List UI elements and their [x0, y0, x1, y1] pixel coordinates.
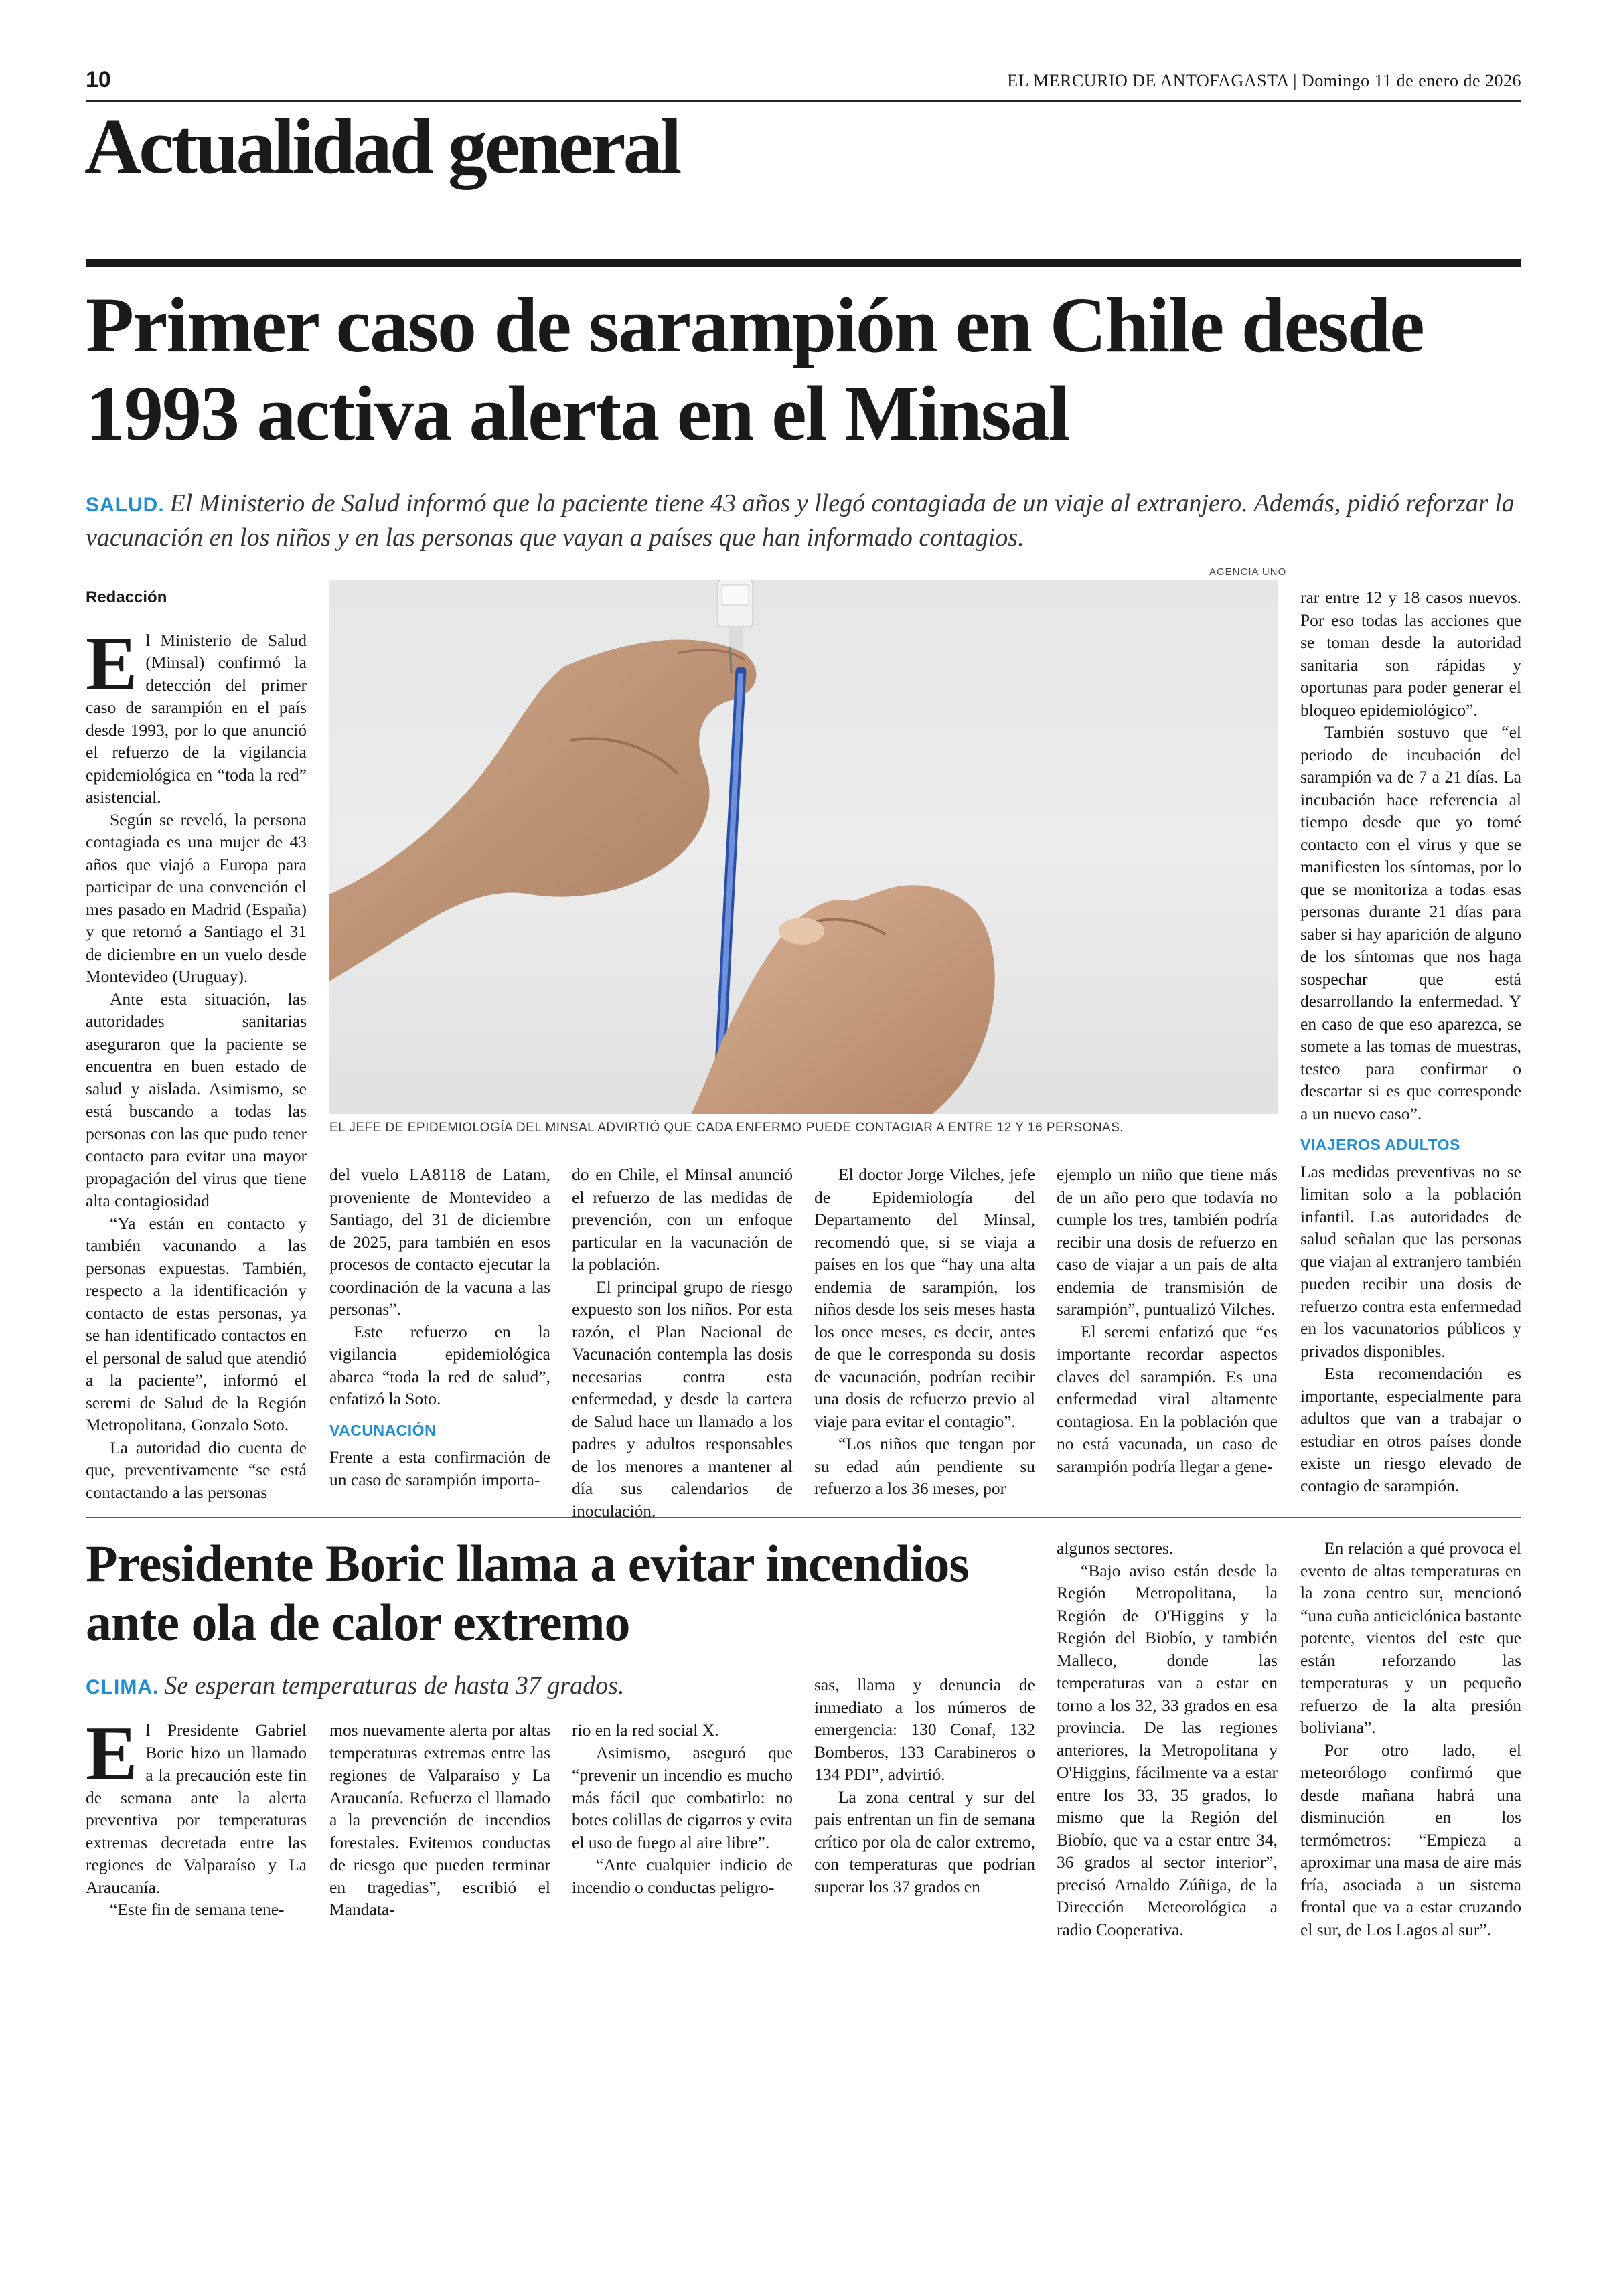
- paragraph: rio en la red social X.: [572, 1720, 719, 1740]
- article-2-column-1: [86, 1711, 307, 1921]
- article-2-headline: Presidente Boric llama a evitar incendios ante ola de calor extremo: [86, 1534, 969, 1651]
- paragraph: El principal grupo de riesgo expuesto son los niños. Por esta razón, el Plan Nacional de Vacunación contempla las dosis necesarias contra esta enfermedad, y desde la cartera de Salud hace un llamado a los padres y adultos responsables de los menores a mantener al día sus calendarios de inoculación.: [572, 1277, 793, 1521]
- article-1-column-3: [572, 1163, 793, 1522]
- article-1-column-2: [329, 1163, 550, 1491]
- paragraph: sas, llama y denuncia de inmediato a los números de emergencia: 130 Conaf, 132 Bomberos, 133 Carabineros o 134 PDI”, advirtió.: [814, 1675, 1035, 1784]
- paragraph: Por otro lado, el meteorólogo confirmó que desde mañana habrá una disminución en los termómetros: “Empieza a aproximar una masa de aire más fría, asociada a un sistema frontal que va a estar cruzando el sur, de Los Lagos al sur”.: [1300, 1740, 1521, 1939]
- article-2-column-5: [1057, 1537, 1278, 1941]
- article-1-photo: [329, 580, 1278, 1114]
- paragraph: También sostuvo que “el periodo de incubación del sarampión va de 7 a 21 días. La incubación hace referencia al tiempo desde que yo tomé contacto con el virus y que se manifiesten los síntomas, por lo que se monitoriza a todas esas personas durante 21 días para saber si hay aparición de alguno de los síntomas que nos haga sospechar que está desarrollando la enfermedad. Y en caso de que eso aparezca, se somete a las tomas de muestras, testeo para confirmar o descartar si es que corresponde a un nuevo caso”.: [1300, 722, 1521, 1123]
- section-title: Actualidad general: [84, 102, 680, 190]
- paragraph-text: l Presidente Gabriel Boric hizo un llamado a la precaución este fin de semana ante la alerta preventiva por temperaturas extremas decretada entre las regiones de Valparaíso y La Araucanía.: [86, 1720, 307, 1897]
- paragraph: La autoridad dio cuenta de que, preventivamente “se está contactando a las personas: [86, 1437, 307, 1502]
- paragraph: Este refuerzo en la vigilancia epidemiológica abarca “toda la red de salud”, enfatizó la Soto.: [329, 1321, 550, 1408]
- drop-cap: E: [86, 1711, 138, 1797]
- paragraph: “Ya están en contacto y también vacunando a las personas expuestas. También, respecto a la identificación y contacto de estas personas, ya se han identificado contactos en el personal de salud que atendió a la paciente”, informó el seremi de Salud de la Región Metropolitana, Gonzalo Soto.: [86, 1213, 307, 1434]
- paragraph: “Este fin de semana tene-: [110, 1900, 285, 1919]
- paragraph: [86, 621, 307, 809]
- section-rule: [86, 259, 1521, 267]
- article-2-column-6: [1300, 1537, 1521, 1941]
- subhead-viajeros-adultos: VIAJEROS ADULTOS: [1300, 1136, 1460, 1153]
- paragraph: La zona central y sur del país enfrentan un fin de semana crítico por ola de calor extremo, con temperaturas que podrían superar los 37 grados en: [814, 1787, 1035, 1896]
- masthead: EL MERCURIO DE ANTOFAGASTA | Domingo 11 de enero de 2026: [1007, 71, 1521, 90]
- paragraph: El seremi enfatizó que “es importante recordar aspectos claves del sarampión. Es una enfermedad viral altamente contagiosa. En la población que no está vacunada, un caso de sarampión podría llegar a gene-: [1057, 1321, 1278, 1476]
- paragraph: [86, 1711, 307, 1898]
- paragraph: En relación a qué provoca el evento de altas temperaturas en la zona centro sur, mencionó “una cuña anticiclónica bastante potente, vientos del este que están reforzando las temperaturas y un pequeño refuerzo de la alta presión boliviana”.: [1300, 1538, 1521, 1737]
- article-1-column-5: [1057, 1163, 1278, 1477]
- paragraph: “Bajo aviso están desde la Región Metropolitana, la Región de O'Higgins y la Región del Biobío, y también Malleco, donde las temperaturas van a estar en torno a los 32, 33 grados en esa provincia. De las regiones anteriores, la Metropolitana y O'Higgins, fácilmente va a estar entre los 33, 35 grados, lo mismo que la Región del Biobío, que va a estar entre 34, 36 grados al sector interior”, precisó Arnaldo Zúñiga, de la Dirección Meteorológica a radio Cooperativa.: [1057, 1560, 1278, 1939]
- paragraph: Las medidas preventivas no se limitan solo a la población infantil. Las autoridades de salud señalan que las personas que viajan al extranjero también pueden recibir una dosis de refuerzo contra esta enfermedad en los vacunatorios públicos y privados disponibles.: [1300, 1161, 1521, 1361]
- paragraph: Ante esta situación, las autoridades sanitarias aseguraron que la paciente se encuentra en buen estado de salud y aislada. Asimismo, se está buscando a todas las personas con las que pudo tener contacto para evitar una mayor propagación del virus que tiene alta contagiosidad: [86, 989, 307, 1210]
- article-2-column-2: [329, 1719, 550, 1921]
- paragraph-text: l Ministerio de Salud (Minsal) confirmó la detección del primer caso de sarampión en el país desde 1993, por lo que anunció el refuerzo de la vigilancia epidemiológica en “toda la red” asistencial.: [86, 630, 307, 807]
- article-1-column-1: [86, 586, 307, 1503]
- page-number: 10: [86, 67, 111, 92]
- photo-caption: EL JEFE DE EPIDEMIOLOGÍA DEL MINSAL ADVIRTIÓ QUE CADA ENFERMO PUEDE CONTAGIAR A ENTRE 12 Y 16 PERSONAS.: [329, 1121, 1124, 1135]
- article-1-column-6: [1300, 586, 1521, 1497]
- article-divider: [86, 1517, 1521, 1518]
- paragraph: Esta recomendación es importante, especialmente para adultos que van a trabajar o estudiar en otros países donde existe un riesgo elevado de contagio de sarampión.: [1300, 1364, 1521, 1495]
- article-1-lede: [86, 487, 1521, 554]
- paragraph: algunos sectores.: [1057, 1538, 1174, 1558]
- vaccine-syringe-photo: [329, 580, 1278, 1114]
- paragraph: rar entre 12 y 18 casos nuevos. Por eso todas las acciones que se toman desde la autoridad sanitaria son rápidas y oportunas para poder generar el bloqueo epidemiológico”.: [1300, 588, 1521, 720]
- article-1-lede-text: El Ministerio de Salud informó que la paciente tiene 43 años y llegó contagiada de un viaje al extranjero. Además, pidió reforzar la vacunación en los niños y en las personas que vayan a países que han informado contagios.: [86, 489, 1515, 552]
- article-2-column-3: [572, 1719, 793, 1898]
- top-rule: [86, 100, 1521, 102]
- paragraph: “Los niños que tengan por su edad aún pendiente su refuerzo a los 36 meses, por: [814, 1434, 1035, 1498]
- paragraph: do en Chile, el Minsal anunció el refuerzo de las medidas de prevención, con un enfoque particular en la vacunación de la población.: [572, 1165, 793, 1274]
- byline: Redacción: [86, 588, 167, 606]
- article-2-column-4: [814, 1673, 1035, 1898]
- article-1-kicker: SALUD.: [86, 494, 165, 516]
- paragraph: mos nuevamente alerta por altas temperaturas extremas entre las regiones de Valparaíso y La Araucanía. Refuerzo el llamado a la prevención de incendios forestales. Evitemos conductas de riesgo que pueden terminar en tragedias”, escribió el Mandata-: [329, 1720, 550, 1919]
- paragraph: del vuelo LA8118 de Latam, proveniente de Montevideo a Santiago, del 31 de diciembre de 2025, para también en esos procesos de contacto ejecutar la coordinación de la vacuna a las personas”.: [329, 1165, 550, 1319]
- article-2-lede-text: Se esperan temperaturas de hasta 37 grados.: [164, 1671, 625, 1700]
- article-1-column-4: [814, 1163, 1035, 1500]
- paragraph: El doctor Jorge Vilches, jefe de Epidemiología del Departamento del Minsal, recomendó que, si se viaja a países en los que “hay una alta endemia de sarampión, los niños desde los seis meses hasta los once meses, es decir, antes de que le corresponda su dosis de vacunación, podrían recibir una dosis de refuerzo previo al viaje para evitar el contagio”.: [814, 1165, 1035, 1431]
- photo-credit: AGENCIA UNO: [1209, 566, 1287, 578]
- article-2-kicker: CLIMA.: [86, 1676, 159, 1698]
- article-1-headline: Primer caso de sarampión en Chile desde 1993 activa alerta en el Minsal: [86, 281, 1424, 457]
- subhead-vacunacion: VACUNACIÓN: [329, 1421, 437, 1439]
- paragraph: Frente a esta confirmación de un caso de sarampión importa-: [329, 1447, 550, 1489]
- paragraph: “Ante cualquier indicio de incendio o conductas peligro-: [572, 1855, 793, 1897]
- paragraph: Asimismo, aseguró que “prevenir un incendio es mucho más fácil que combatirlo: no botes colillas de cigarros y evita el uso de fuego al aire libre”.: [572, 1742, 793, 1852]
- paragraph: ejemplo un niño que tiene más de un año pero que todavía no cumple los tres, también podría recibir una dosis de refuerzo en caso de viajar a un país de alta endemia de transmisión de sarampión”, puntualizó Vilches.: [1057, 1165, 1278, 1319]
- drop-cap: E: [86, 621, 138, 707]
- paragraph: Según se reveló, la persona contagiada es una mujer de 43 años que viajó a Europa para participar de una convención el mes pasado en Madrid (España) y que retornó a Santiago el 31 de diciembre en un vuelo desde Montevideo (Uruguay).: [86, 809, 307, 986]
